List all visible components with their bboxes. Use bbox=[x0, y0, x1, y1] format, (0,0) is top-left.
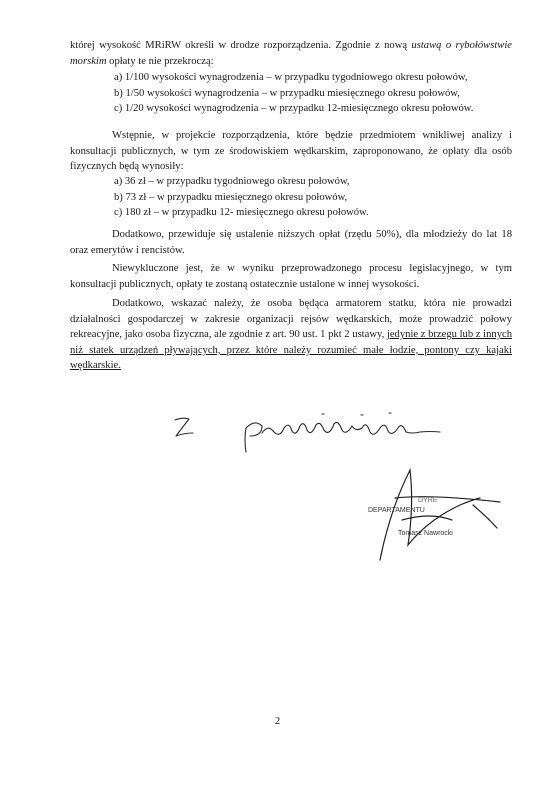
list-item: b) 73 zł – w przypadku miesięcznego okresu połowów, bbox=[114, 191, 348, 203]
law-title-part1: ustawą bbox=[411, 40, 442, 51]
intro-text-2: opłaty te nie przekroczą: bbox=[106, 55, 214, 67]
list-item: b) 1/50 wysokości wynagrodzenia – w przypadku miesięcznego okresu połowów, bbox=[114, 87, 460, 99]
list-item: a) 36 zł – w przypadku tygodniowego okresu połowów, bbox=[114, 176, 350, 187]
list-item: c) 1/20 wysokości wynagrodzenia – w przypadku 12-miesięcznego okresu połowów. bbox=[114, 103, 474, 115]
paragraph-legislative: Niewykluczone jest, że w wyniku przeprowadzonego procesu legislacyjnego, w tym konsultacji publicznych, opłaty te zostaną ostatecznie ustalone w innej wysokości. bbox=[70, 263, 512, 290]
list-item: a) 1/100 wysokości wynagrodzenia – w przypadku tygodniowego okresu połowów, bbox=[114, 72, 468, 83]
paragraph-discounts: Dodatkowo, przewiduje się ustalenie niższych opłat (rzędu 50%), dla młodzieży do lat 18 oraz emerytów i rencistów. bbox=[70, 229, 512, 256]
stamp-line-2: DEPARTAMENTU bbox=[368, 507, 425, 514]
stamp-line-1: DYRE bbox=[418, 497, 438, 504]
shipowner-underlined-text: jedynie z brzegu lub z innych niż statek urządzeń pływających, przez które należy rozumieć małe łodzie, pontony czy kajaki wędkarskie. bbox=[70, 329, 512, 372]
paragraph-proposal: Wstępnie, w projekcie rozporządzenia, które będzie przedmiotem wnikliwej analizy i konsultacji publicznych, w tym ze środowiskiem wędkarskim, zaproponowano, że opłaty dla osób fizycznych będą wynosiły: bbox=[70, 130, 512, 173]
page-number: 2 bbox=[274, 716, 281, 727]
list-item: c) 180 zł – w przypadku 12- miesięcznego okresu połowów. bbox=[114, 207, 369, 219]
shipowner-text: Dodatkowo, wskazać należy, że osoba będąca armatorem statku, która nie prowadzi działalności gospodarczej w zakresie organizacji rejsów wędkarskich, może prowadzić połowy rekreacyjne, jako osoba fizyczna, ale zgodnie z art. 90 ust. 1 pkt 2 ustawy, bbox=[70, 298, 512, 341]
law-title-part2: o rybołówstwie morskim bbox=[70, 40, 512, 67]
intro-text-1: której wysokość MRiRW określi w drodze rozporządzenia. Zgodnie z nową bbox=[70, 40, 412, 51]
stamp-name: Tomasz Nawrocki bbox=[398, 530, 453, 537]
